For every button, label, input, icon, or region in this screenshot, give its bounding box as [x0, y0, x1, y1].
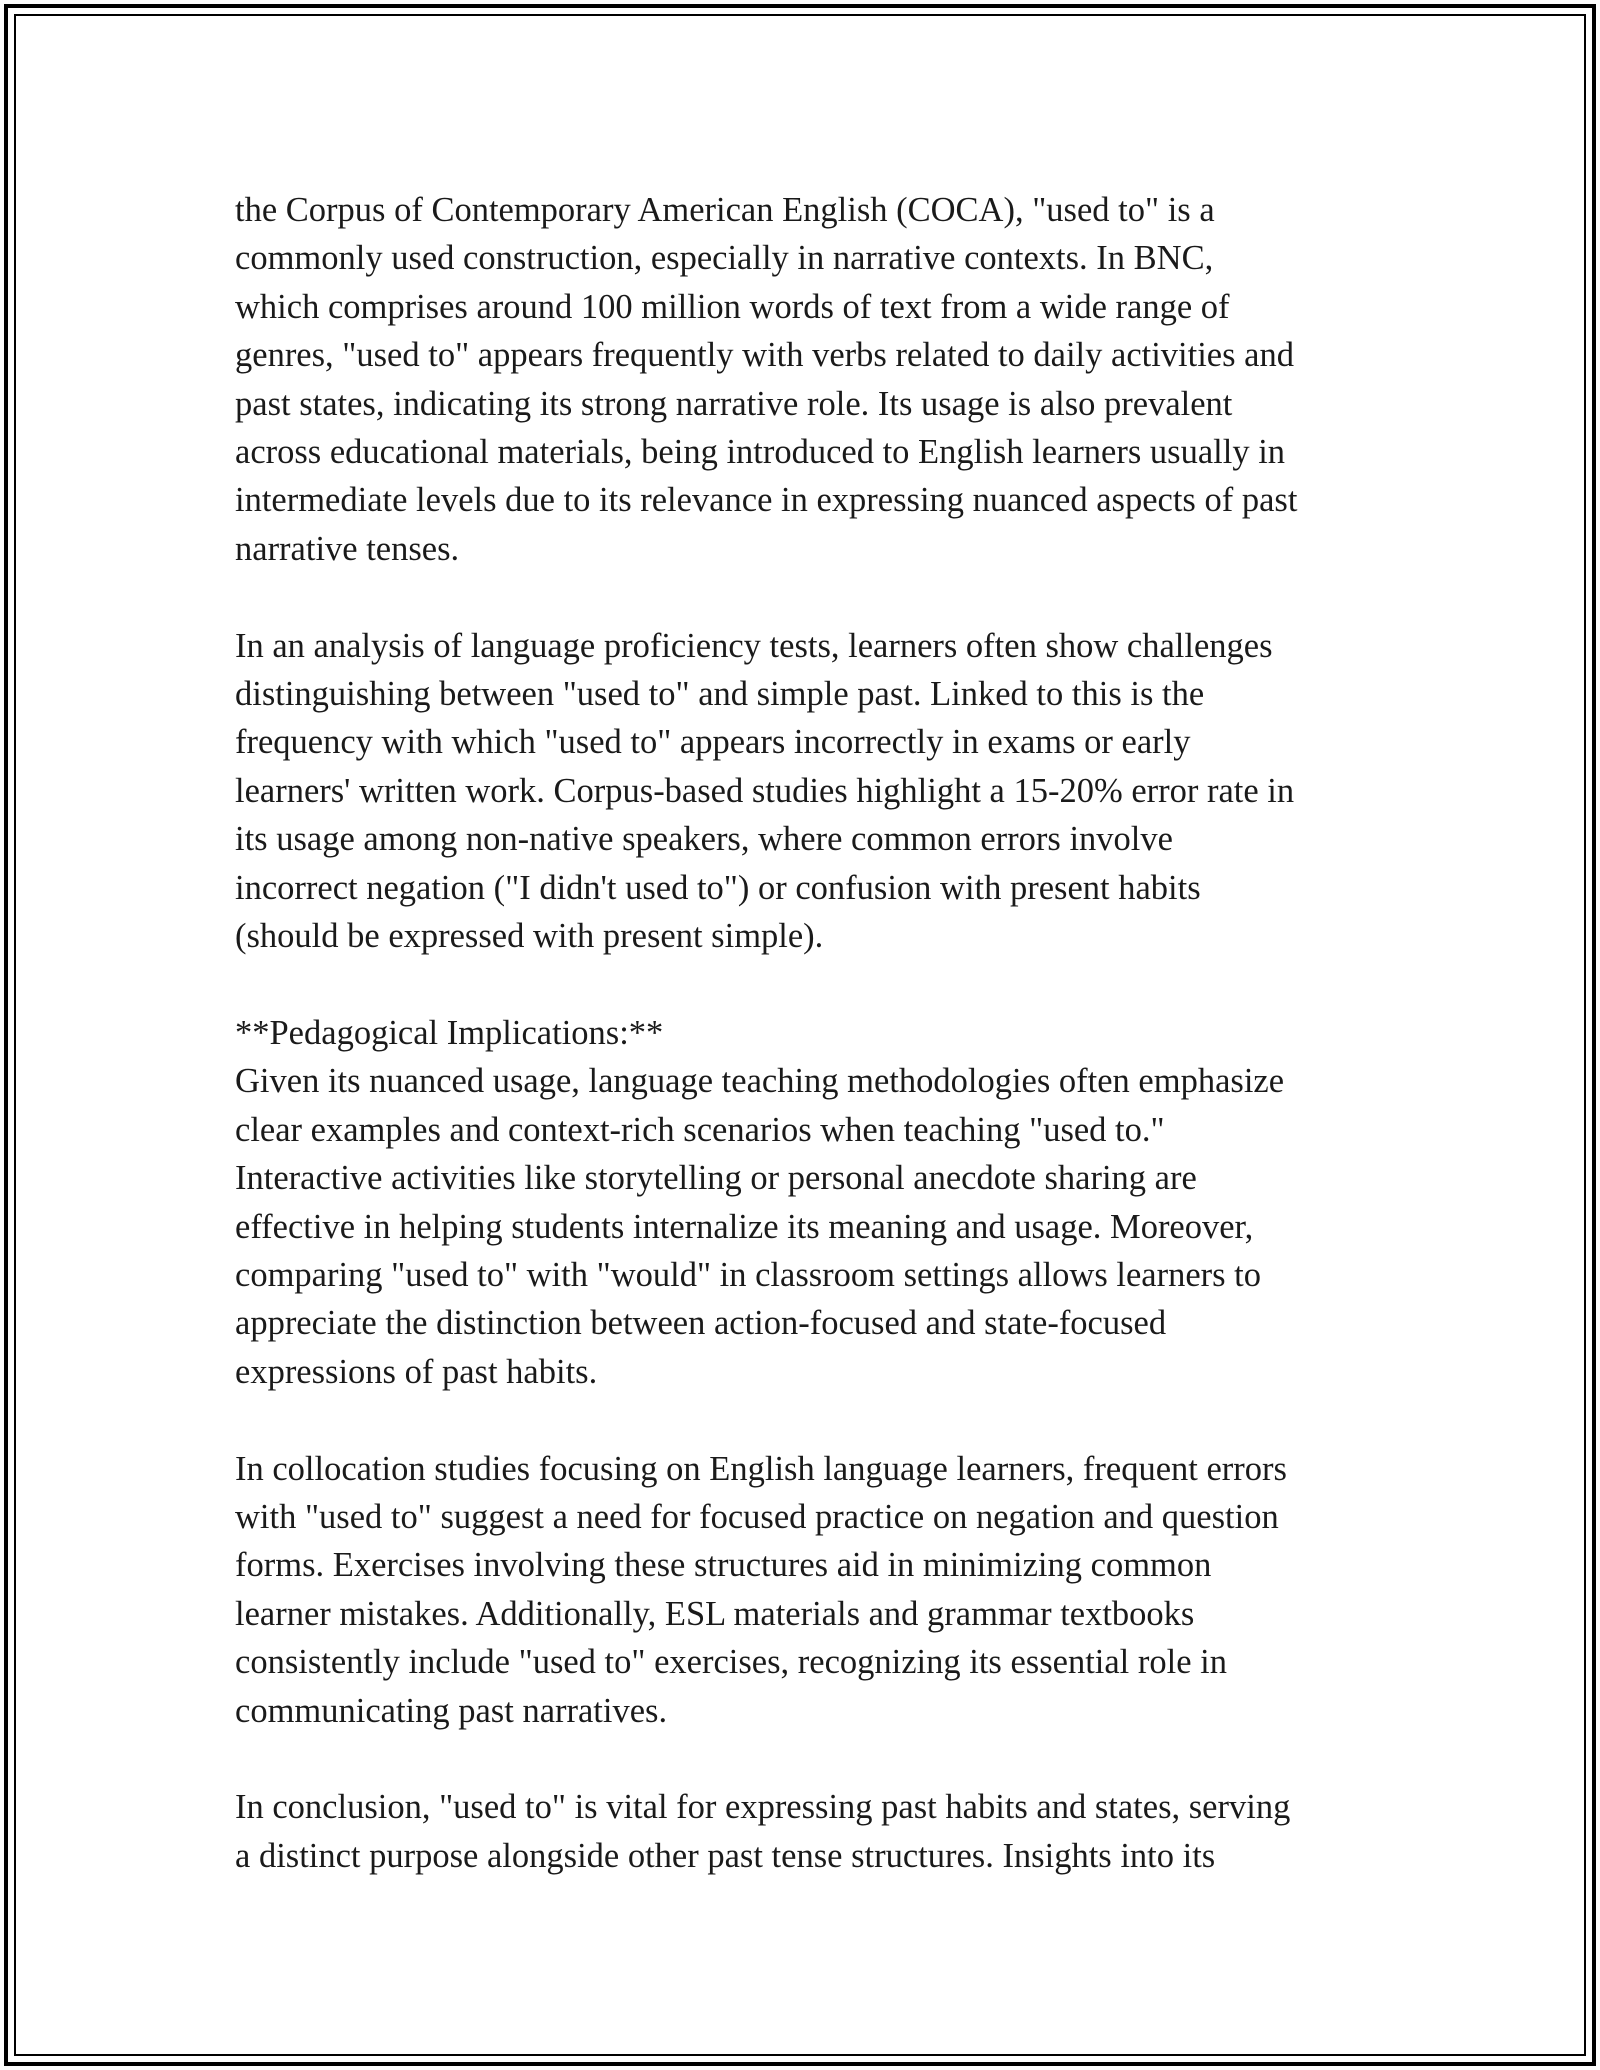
text-line: forms. Exercises involving these structures aid in minimizing common: [235, 1546, 1212, 1585]
text-line: comparing "used to" with "would" in classroom settings allows learners to: [235, 1255, 1262, 1294]
paragraph-pedagogical-implications: [235, 1009, 1395, 1396]
section-heading: **Pedagogical Implications:**: [235, 1013, 664, 1052]
text-line: commonly used construction, especially in narrative contexts. In BNC,: [235, 239, 1214, 278]
paragraph-conclusion: [235, 1783, 1395, 1880]
text-line: incorrect negation ("I didn't used to") or confusion with present habits: [235, 868, 1201, 907]
text-line: past states, indicating its strong narrative role. Its usage is also prevalent: [235, 384, 1233, 423]
text-line: with "used to" suggest a need for focused practice on negation and question: [235, 1497, 1279, 1536]
text-line: (should be expressed with present simple).: [235, 917, 824, 956]
paragraph-corpus-usage: [235, 186, 1395, 573]
text-line: In collocation studies focusing on English language learners, frequent errors: [235, 1449, 1287, 1488]
text-line: learner mistakes. Additionally, ESL materials and grammar textbooks: [235, 1594, 1195, 1633]
text-line: its usage among non-native speakers, where common errors involve: [235, 820, 1173, 859]
text-line: intermediate levels due to its relevance in expressing nuanced aspects of past: [235, 481, 1298, 520]
text-line: learners' written work. Corpus-based studies highlight a 15-20% error rate in: [235, 771, 1295, 810]
text-line: Given its nuanced usage, language teaching methodologies often emphasize: [235, 1062, 1285, 1101]
text-line: In conclusion, "used to" is vital for expressing past habits and states, serving: [235, 1788, 1291, 1827]
text-line: distinguishing between "used to" and simple past. Linked to this is the: [235, 675, 1205, 714]
text-line: which comprises around 100 million words of text from a wide range of: [235, 287, 1230, 326]
paragraph-proficiency-tests: [235, 622, 1395, 961]
text-line: In an analysis of language proficiency tests, learners often show challenges: [235, 626, 1273, 665]
text-line: across educational materials, being introduced to English learners usually in: [235, 433, 1286, 472]
text-line: narrative tenses.: [235, 529, 460, 568]
paragraph-collocation-studies: [235, 1445, 1395, 1735]
text-line: clear examples and context-rich scenarios when teaching "used to.": [235, 1110, 1165, 1149]
text-line: a distinct purpose alongside other past tense structures. Insights into its: [235, 1836, 1216, 1875]
text-line: communicating past narratives.: [235, 1691, 668, 1730]
text-line: the Corpus of Contemporary American English (COCA), "used to" is a: [235, 191, 1215, 229]
text-line: frequency with which "used to" appears incorrectly in exams or early: [235, 723, 1191, 762]
text-line: consistently include "used to" exercises, recognizing its essential role in: [235, 1643, 1227, 1682]
text-line: Interactive activities like storytelling or personal anecdote sharing are: [235, 1159, 1197, 1198]
text-line: appreciate the distinction between action-focused and state-focused: [235, 1304, 1167, 1343]
text-line: expressions of past habits.: [235, 1352, 598, 1391]
document-body: [235, 186, 1395, 1880]
text-line: genres, "used to" appears frequently with verbs related to daily activities and: [235, 336, 1294, 375]
text-line: effective in helping students internalize its meaning and usage. Moreover,: [235, 1207, 1254, 1246]
